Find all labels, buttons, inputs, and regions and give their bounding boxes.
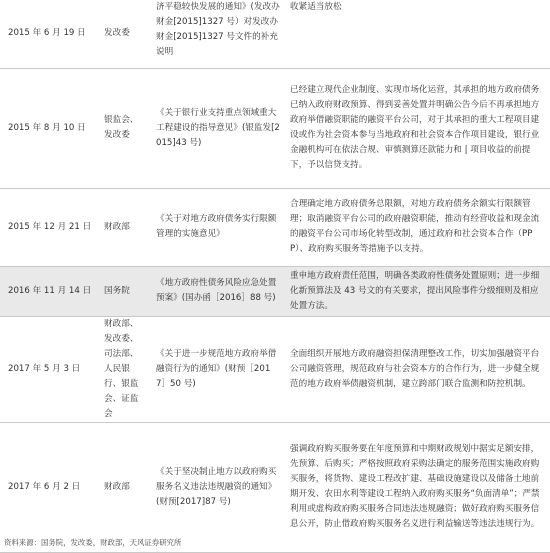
row-document: 《关于对地方政府债务实行限额管理的实施意见》 [150,188,284,266]
row-content: 全面组织开展地方政府融资担保清理整改工作，切实加强融资平台公司融资管理，规范政府与社会资本方的合作行为，进一步健全规范的地方政府举债融资机制，建立跨部门联合监测和防控机制。 [284,316,550,422]
row-date: 2017 年 6 月 2 日 [0,422,98,552]
row-date: 2015 年 6 月 19 日 [0,0,98,68]
row-agency: 发改委 [98,0,150,68]
row-agency: 财政部 [98,188,150,266]
table-row [0,188,550,266]
table-row [0,316,550,422]
table-row [0,422,550,552]
row-content: 已经建立现代企业制度、实现市场化运营，其承担的地方政府债务已纳入政府财政预算、得到妥善处置并明确公告今后不再承担地方政府举借融资职能的融资平台公司，对于其承担的重大工程项目建设或作为社会资本参与当地政府和社会资本合作项目建设，银行业金融机构可在依法合规、审慎测算还款能力和 | 项目收益的前提下，予以信贷支持。 [284,68,550,188]
row-document: 《地方政府性债务风险应急处置预案》(国办函［2016］88 号) [150,266,284,316]
row-content: 收紧适当放松 [284,0,550,68]
row-document: 《关于银行业支持重点领域重大工程建设的指导意见》(银监发[2015]43 号) [150,68,284,188]
row-document: 济平稳较快发展的通知》(发改办财金[2015]1327 号）对发改办财金[2015]1327 号文件的补充说明 [150,0,284,68]
row-content: 强调政府购买服务要在年度预算和中期财政规划中据实足额安排，先预算、后购买；严格按照政府采购法确定的服务范围实施政府购买服务，将货物、建设工程改扩建、基础设施建设以及储备土地前期开发、农田水利等建设工程纳入政府购买服务“负面清单”；严禁利用或虚构政府购买服务合同违法违规融资；做好政府购买服务信息公开，防止借政府购买服务名义进行利益输送等违法违规行为。 [284,422,550,552]
row-content: 合理确定地方政府债务总限额，对地方政府债务余额实行限额管理；取消融资平台公司的政府融资职能，推动有经营收益和现金流的融资平台公司市场化转型改制，通过政府和社会资本合作（PPP）、政府购买服务等措施予以支持。 [284,188,550,266]
table-row-highlighted [0,266,550,316]
row-agency: 银监会、发改委 [98,68,150,188]
row-date: 2015 年 8 月 10 日 [0,68,98,188]
row-date: 2015 年 12 月 21 日 [0,188,98,266]
row-agency: 国务院 [98,266,150,316]
table-row [0,68,550,188]
row-agency: 财政部 [98,422,150,552]
source-note: 资料来源：国务院，发改委，财政部，天风证券研究所 [4,538,182,547]
row-date: 2017 年 5 月 3 日 [0,316,98,422]
row-content: 重申地方政府责任范围，明确各类政府性债务处置原则；进一步细化新预算法及 43 号文的有关要求，提出风险事件分级细则及相应处置方法。 [284,266,550,316]
row-date: 2016 年 11 月 14 日 [0,266,98,316]
table-row [0,0,550,68]
row-agency: 财政部、发改委、司法部、人民银行、银监会、证监会 [98,316,150,422]
row-document: 《关于进一步规范地方政府举借融资行为的通知》(财预［2017］50 号) [150,316,284,422]
row-document: 《关于坚决制止地方以政府购买服务名义违法违规融资的通知》(财预[2017]87 号) [150,422,284,552]
